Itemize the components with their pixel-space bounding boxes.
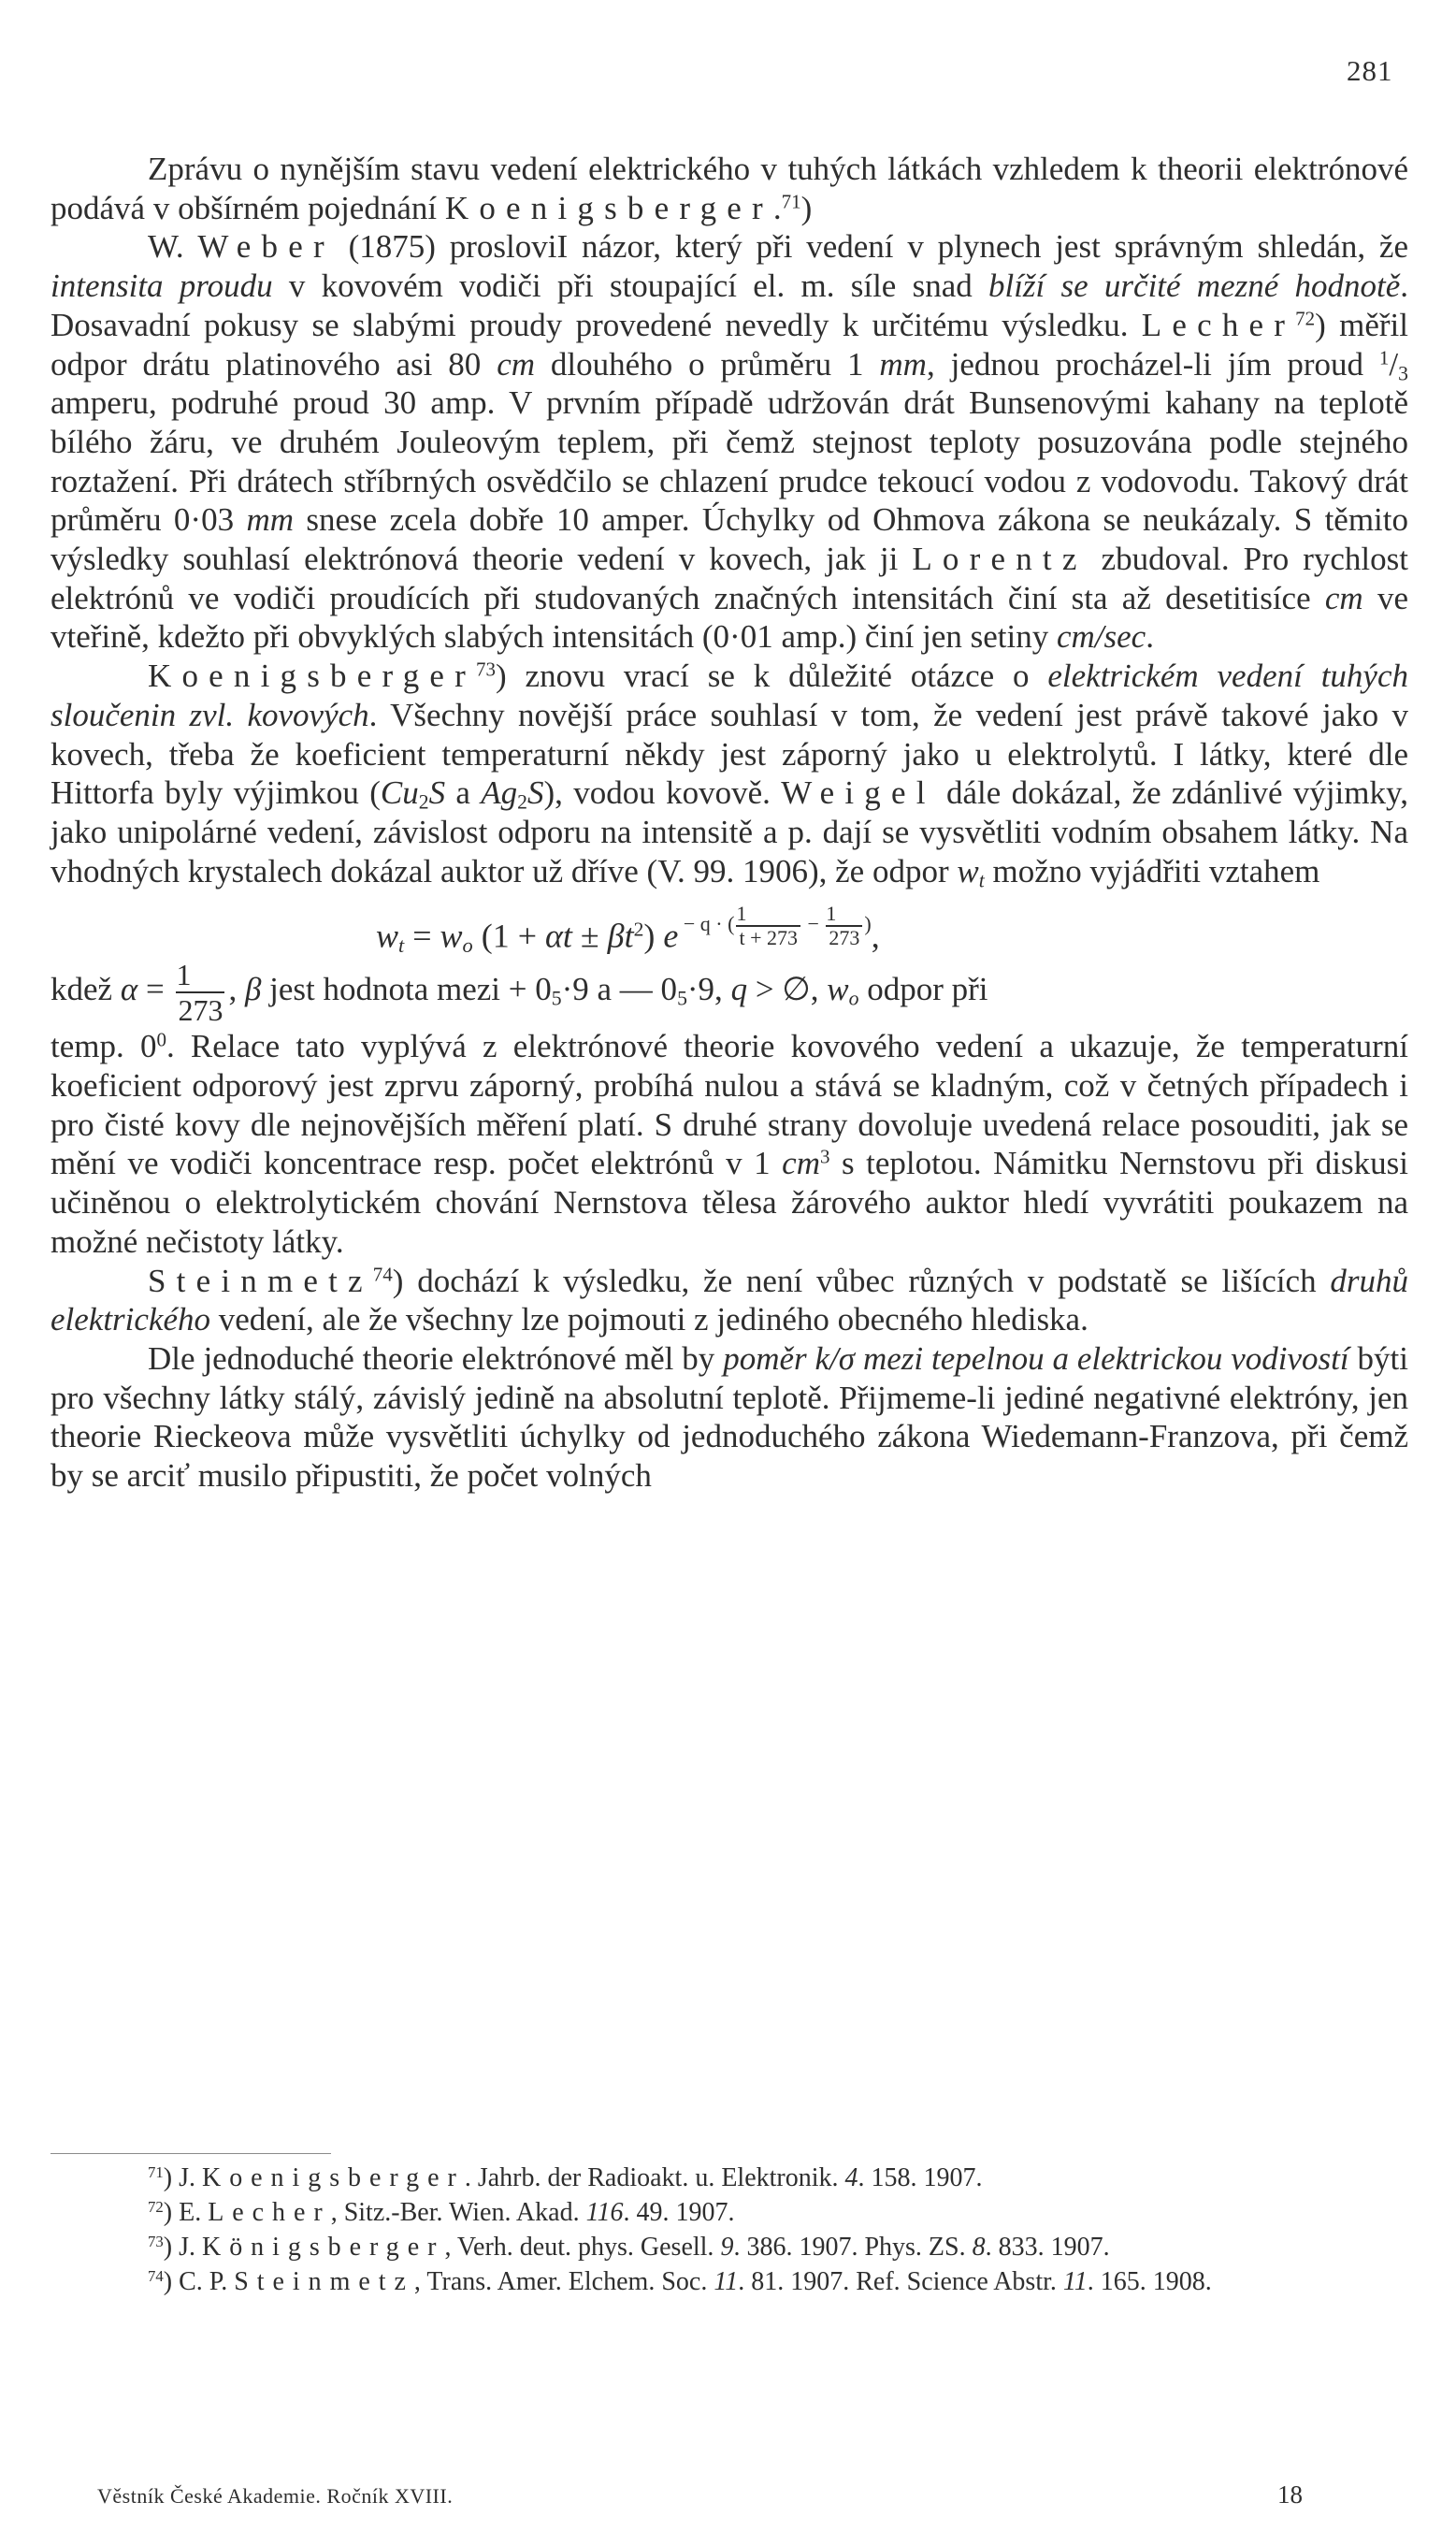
italic-text: 11 bbox=[714, 2267, 739, 2296]
kdez-w: w bbox=[827, 971, 849, 1008]
text-run: . bbox=[772, 189, 782, 226]
kdez-q: q bbox=[730, 971, 748, 1008]
formula-e: e bbox=[663, 917, 679, 955]
paragraph bbox=[50, 657, 1408, 890]
kdez-beta: β bbox=[244, 971, 262, 1008]
subscript: 3 bbox=[1398, 361, 1408, 384]
superscript: 71 bbox=[781, 190, 801, 213]
italic-text: mm bbox=[246, 501, 295, 539]
superscript: 1 bbox=[1378, 345, 1390, 369]
text-run: s teplotou. Námitku Nernstovu při diskusi učiněnou o elektrolytickém chování Nernstova tělesa žárového auktor hledí vyvrátiti poukazem na možné nečistoty látky. bbox=[50, 1145, 1408, 1260]
formula-open: (1 + bbox=[472, 917, 545, 955]
text-run: vedení, ale že všechny lze pojmouti z jediného obecného hlediska. bbox=[210, 1301, 1088, 1338]
text-run: , jednou procházel-li jím proud bbox=[926, 345, 1379, 383]
text-run: / bbox=[1389, 345, 1399, 383]
italic-text: 4 bbox=[844, 2163, 858, 2192]
kdez-line bbox=[50, 958, 1408, 1027]
text-run: býti pro všechny látky stálý, závislý jedině na absolutní teplotě. Přijmeme-li jediné negativné elektróny, jen theorie Rieckeova může vysvětliti úchylky od jednoduchého zákona Wiedemann-Franzova, při čemž by se arciť musilo připustiti, že počet volných bbox=[50, 1339, 1409, 1495]
footnote bbox=[50, 2264, 1408, 2299]
text-run: . Jahrb. der Radioakt. u. Elektronik. bbox=[464, 2163, 845, 2192]
kdez-w-sub: o bbox=[848, 987, 859, 1010]
italic-text: mm bbox=[879, 345, 927, 383]
kdez-text4: odpor při bbox=[858, 971, 988, 1008]
paragraphs-before-formula bbox=[50, 150, 1408, 890]
text-run: ) měřil odpor drátu platinového asi 80 bbox=[50, 306, 1408, 383]
formula-eq: = bbox=[404, 917, 440, 955]
italic-text: cm bbox=[497, 345, 536, 383]
italic-text: elektrickém vedení tuhých sloučenin zvl. kovových bbox=[50, 658, 1409, 733]
formula-minus: − bbox=[801, 912, 825, 936]
text-run: . bbox=[1146, 618, 1154, 656]
superscript: 72 bbox=[1295, 307, 1316, 330]
text-run: ve vteřině, kdežto při obvyklých slabých intensitách (0·01 amp.) činí jen setiny bbox=[50, 579, 1408, 656]
italic-text: S bbox=[527, 774, 544, 812]
italic-text: w bbox=[957, 852, 979, 889]
spaced-name: Koenigsberger bbox=[444, 189, 773, 226]
formula-beta-t: βt bbox=[607, 917, 634, 955]
paragraph bbox=[50, 1027, 1408, 1261]
text-run: , Verh. deut. phys. Gesell. bbox=[444, 2233, 721, 2262]
formula-tail: , bbox=[871, 917, 880, 955]
text-run: . 49. 1907. bbox=[623, 2198, 735, 2227]
italic-text: blíží se určité mezné hodnotě bbox=[987, 268, 1401, 305]
spaced-name: Lecher bbox=[208, 2198, 331, 2227]
paragraph bbox=[50, 150, 1408, 227]
text-run: ), vodou kovově. bbox=[543, 774, 782, 812]
formula bbox=[50, 890, 1408, 958]
text-run: zbudoval. Pro rychlost elektrónů ve vodiči proudících při studovaných značných intensitách činí sta až desetitisíce bbox=[50, 541, 1408, 616]
text-run: . Všechny novější práce souhlasí v tom, že vedení jest právě takové jako v kovech, třeba že koeficient temperaturní někdy jest záporný jako u elektrolytů. I látky, které dle Hittorfa byly výjimkou ( bbox=[50, 696, 1408, 812]
spaced-name: Koenigsberger bbox=[148, 658, 477, 695]
footnote bbox=[50, 2161, 1408, 2195]
italic-text: 116 bbox=[585, 2198, 624, 2227]
italic-text: poměr k/σ mezi tepelnou a elektrickou vodivostí bbox=[723, 1339, 1349, 1377]
formula-pm: ± bbox=[571, 917, 608, 955]
spaced-name: Steinmetz bbox=[234, 2267, 414, 2296]
formula-f1-den: t + 273 bbox=[736, 925, 800, 949]
text-run: ) E. bbox=[163, 2198, 209, 2227]
formula-exp-prefix: − q · bbox=[678, 912, 728, 936]
subscript: 2 bbox=[418, 790, 429, 814]
italic-text: intensita proudu bbox=[50, 268, 273, 305]
formula-fraction-1 bbox=[736, 903, 800, 949]
spaced-name: Weber bbox=[197, 228, 335, 266]
kdez-eq: = bbox=[137, 971, 173, 1008]
superscript: 72 bbox=[148, 2197, 164, 2216]
text-run: ) J. bbox=[163, 2163, 203, 2192]
text-run: ) znovu vrací se k důležité otázce o bbox=[496, 658, 1048, 695]
text-run: . 81. 1907. Ref. Science Abstr. bbox=[738, 2267, 1063, 2296]
paragraph bbox=[50, 1339, 1408, 1496]
footnote-rule bbox=[50, 2153, 331, 2154]
journal-footer: Věstník České Akademie. Ročník XVIII. bbox=[97, 2484, 454, 2508]
text-run: W. bbox=[148, 228, 198, 266]
text-run: Zprávu o nynějším stavu vedení elektrického v tuhých látkách vzhledem k theorii elektrónové podává v obšírném pojednání bbox=[50, 151, 1408, 226]
page-number: 281 bbox=[1347, 54, 1393, 87]
body-text bbox=[50, 150, 1408, 1496]
paragraph bbox=[50, 227, 1408, 657]
italic-text: 11 bbox=[1062, 2267, 1088, 2296]
superscript: 74 bbox=[148, 2266, 164, 2285]
text-run: , Sitz.-Ber. Wien. Akad. bbox=[330, 2198, 586, 2227]
text-run: Dle jednoduché theorie elektrónové měl by bbox=[148, 1339, 724, 1377]
formula-alpha-t: αt bbox=[545, 917, 572, 955]
italic-text: 8 bbox=[972, 2233, 986, 2262]
text-run: dlouhého o průměru 1 bbox=[535, 345, 880, 383]
formula-w0-sub: o bbox=[462, 933, 473, 958]
formula-exponent bbox=[678, 902, 872, 950]
formula-lhs: w bbox=[376, 917, 399, 955]
superscript: 3 bbox=[819, 1145, 830, 1168]
text-run: ) C. P. bbox=[163, 2267, 235, 2296]
text-run: temp. 0 bbox=[50, 1028, 157, 1065]
text-run: . 833. 1907. bbox=[985, 2233, 1110, 2262]
kdez-num: 1 bbox=[176, 958, 192, 992]
paragraph bbox=[50, 1262, 1408, 1339]
footnote bbox=[50, 2195, 1408, 2230]
text-run: . Dosavadní pokusy se slabými proudy provedené nevedly k určitému výsledku. bbox=[50, 268, 1409, 343]
text-run: (1875) prosloviI názor, který při vedení v plynech jest správným shledán, že bbox=[334, 228, 1408, 266]
italic-text: druhů elektrického bbox=[50, 1262, 1408, 1338]
formula-w0: w bbox=[440, 917, 463, 955]
text-run: ) dochází k výsledku, že není vůbec různých v podstatě se lišících bbox=[392, 1262, 1331, 1299]
text-run: . 386. 1907. Phys. ZS. bbox=[733, 2233, 973, 2262]
subscript: t bbox=[978, 869, 985, 892]
text-run: možno vyjádřiti vztahem bbox=[984, 852, 1320, 889]
formula-close: ) bbox=[643, 917, 664, 955]
text-run: . 158. 1907. bbox=[858, 2163, 983, 2192]
formula-square: 2 bbox=[633, 918, 644, 942]
text-run: amperu, podruhé proud 30 amp. V prvním případě udržován drát Bunsenovými kahany na teplotě bílého žáru, ve druhém Jouleovým teplem, při čemž stejnost teploty posuzována podle stejného roztažení. Při drátech stříbrných osvědčilo se chlazení prudce tekoucí vodou z vodovodu. Takový drát průměru 0·03 bbox=[50, 384, 1408, 539]
kdez-alpha: α bbox=[120, 971, 138, 1008]
spaced-name: Koenigsberger bbox=[202, 2163, 465, 2192]
formula-paren-close: ) bbox=[864, 912, 872, 936]
text-run: dále dokázal, že zdánlivé výjimky, jako unipolárné vedení, závislost odporu na intensitě a p. dají se vysvětliti vodním obsahem látky. Na vhodných krystalech dokázal auktor už dříve (V. 99. 1906), že odpor bbox=[50, 774, 1408, 889]
formula-lhs-sub: t bbox=[398, 933, 405, 958]
formula-f1-num: 1 bbox=[736, 902, 747, 926]
subscript: 2 bbox=[517, 790, 527, 814]
formula-f2-den: 273 bbox=[826, 925, 862, 949]
text-run: snese zcela dobře 10 amper. Úchylky od Ohmova zákona se neukázaly. S těmito výsledky souhlasí elektrónová theorie vedení v kovech, jak ji bbox=[50, 501, 1408, 578]
superscript: 71 bbox=[148, 2162, 164, 2181]
italic-text: Ag bbox=[481, 774, 518, 812]
text-run: , Trans. Amer. Elchem. Soc. bbox=[413, 2267, 714, 2296]
kdez-gt: > ∅, bbox=[747, 971, 828, 1008]
spaced-name: Lorentz bbox=[912, 541, 1088, 578]
kdez-sub2: 5 bbox=[677, 987, 687, 1010]
italic-text: cm bbox=[1324, 579, 1363, 616]
text-run: v kovovém vodiči při stoupající el. m. síle snad bbox=[272, 268, 988, 305]
spaced-name: Weigel bbox=[781, 774, 936, 812]
footnote bbox=[50, 2230, 1408, 2264]
text-run: ) J. bbox=[163, 2233, 203, 2262]
text-run: a bbox=[445, 774, 482, 812]
text-run: ) bbox=[800, 189, 813, 226]
formula-paren-open: ( bbox=[728, 912, 735, 936]
paragraphs-after-formula bbox=[50, 1027, 1408, 1495]
kdez-fraction bbox=[176, 958, 224, 1027]
superscript: 0 bbox=[156, 1028, 166, 1051]
italic-text: cm bbox=[782, 1145, 820, 1182]
italic-text: 9 bbox=[720, 2233, 734, 2262]
spaced-name: Lecher bbox=[1141, 306, 1296, 343]
superscript: 73 bbox=[476, 658, 497, 681]
formula-fraction-2 bbox=[826, 903, 862, 949]
kdez-sub1: 5 bbox=[551, 987, 562, 1010]
italic-text: cm/sec bbox=[1056, 618, 1146, 656]
text-run: . 165. 1908. bbox=[1087, 2267, 1212, 2296]
kdez-pre: kdež bbox=[50, 971, 121, 1008]
kdez-text2: ·9 a — 0 bbox=[561, 971, 678, 1008]
kdez-mid: , bbox=[228, 971, 245, 1008]
superscript: 73 bbox=[148, 2232, 164, 2250]
italic-text: Cu bbox=[380, 774, 419, 812]
kdez-text3: ·9, bbox=[686, 971, 731, 1008]
text-run: . Relace tato vyplývá z elektrónové theorie kovového vedení a ukazuje, že temperaturní koeficient odporový jest zprvu záporný, probíhá nulou a stává se kladným, což v četných případech i pro čisté kovy dle nejnovějších měření platí. S druhé strany dovoluje uvedená relace posouditi, jak se mění ve vodiči koncentrace resp. počet elektrónů v 1 bbox=[50, 1028, 1408, 1182]
spaced-name: Steinmetz bbox=[148, 1262, 373, 1299]
signature-mark: 18 bbox=[1277, 2480, 1303, 2509]
kdez-text1: jest hodnota mezi + 0 bbox=[261, 971, 552, 1008]
footnotes bbox=[50, 2161, 1408, 2299]
superscript: 74 bbox=[372, 1263, 393, 1286]
spaced-name: Königsberger bbox=[202, 2233, 445, 2262]
kdez-den: 273 bbox=[178, 993, 223, 1028]
italic-text: S bbox=[428, 774, 446, 812]
formula-f2-num: 1 bbox=[826, 902, 837, 926]
